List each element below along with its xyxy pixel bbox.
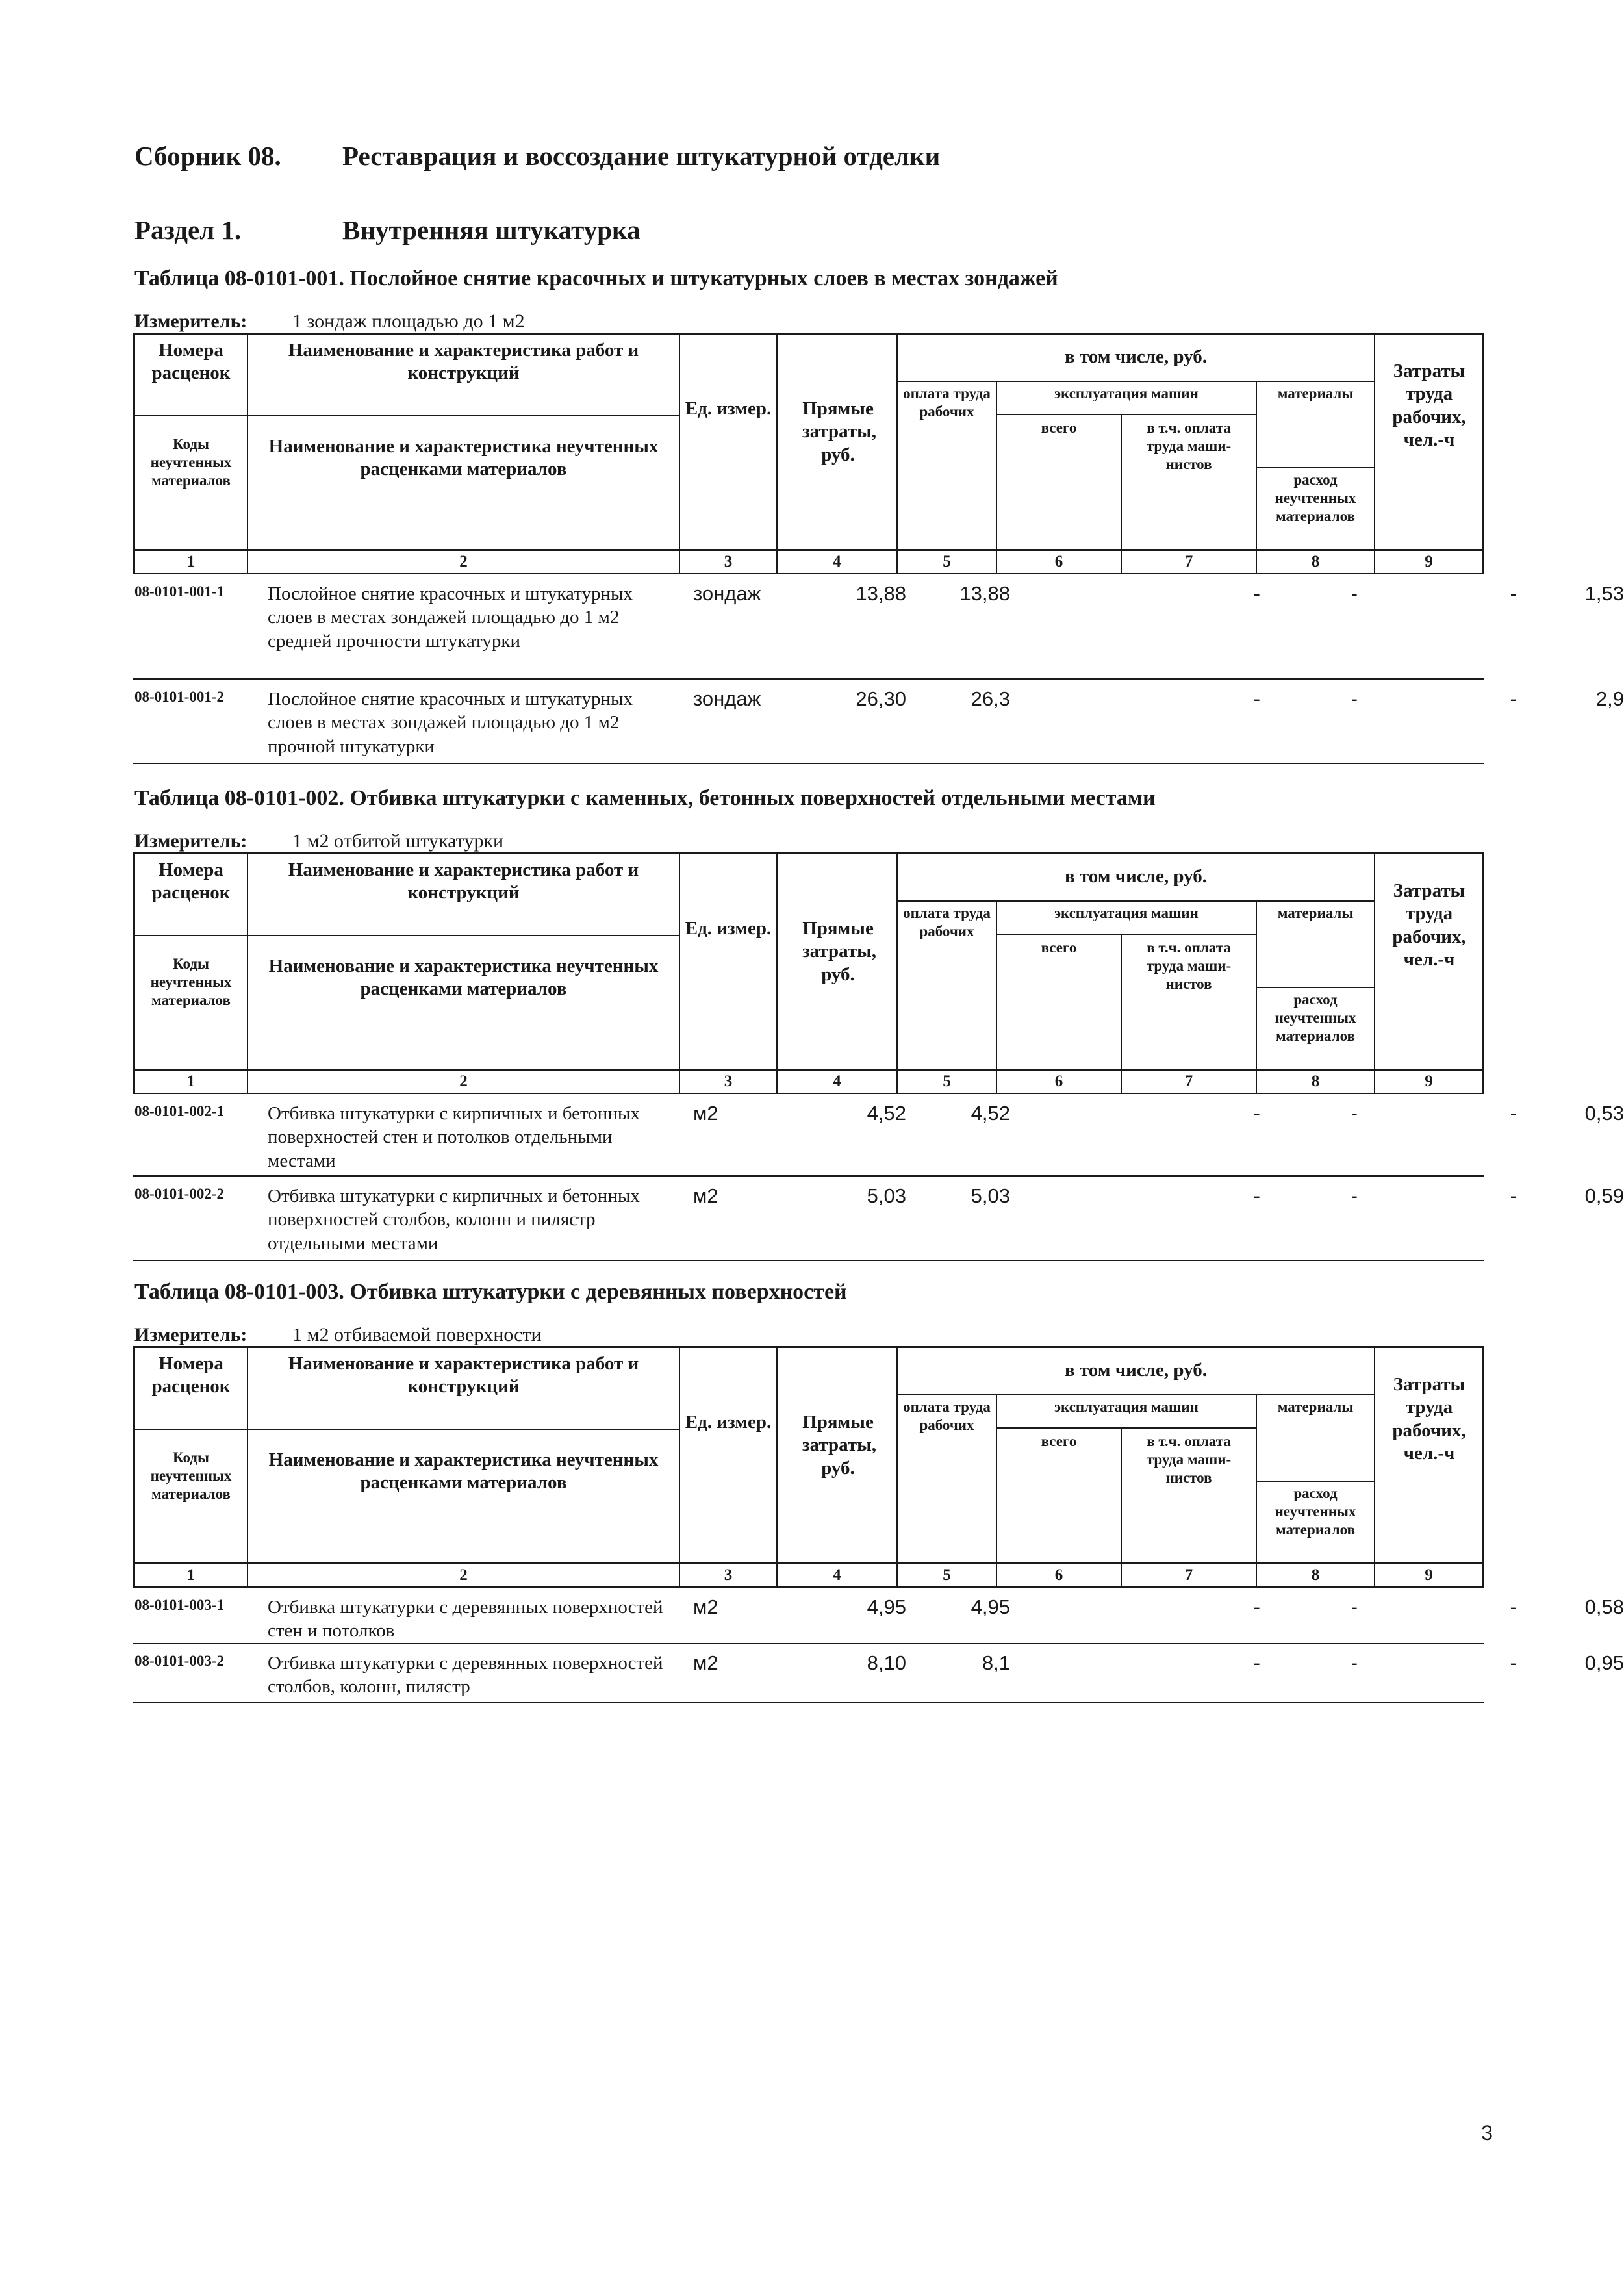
rate-code: 08-0101-001-2 — [134, 689, 224, 705]
rate-code: 08-0101-003-2 — [134, 1653, 224, 1669]
col-num-7: 7 — [1184, 1073, 1193, 1090]
table-2-title: Таблица 08-0101-002. Отбивка штукатурки с каменных, бетонных поверхностей отдельными местами — [134, 786, 1156, 810]
hdr-unaccounted-materials: расход неучтенных материалов — [1275, 1485, 1356, 1538]
hdr-unaccounted-materials: расход неучтенных материалов — [1275, 472, 1356, 525]
col-num-2: 2 — [459, 553, 468, 570]
col-num-1: 1 — [186, 553, 196, 570]
hdr-machines: эксплуатация машин — [1054, 1399, 1199, 1415]
table-3-measure-value: 1 м2 отбиваемой поверхности — [292, 1324, 542, 1345]
col-num-5: 5 — [943, 1566, 951, 1584]
labor-pay: 13,88 — [959, 582, 1010, 605]
machines-total: - — [1253, 1651, 1260, 1674]
hdr-rate-numbers: Номера расценок — [151, 1353, 231, 1397]
materials: - — [1510, 1596, 1517, 1618]
col-num-7: 7 — [1184, 1566, 1193, 1584]
rate-unit: м2 — [693, 1102, 718, 1125]
collection-title: Реставрация и воссоздание штукатурной отделки — [342, 141, 941, 171]
labor-pay: 8,1 — [982, 1651, 1010, 1674]
labor-hours: 0,95 — [1584, 1651, 1624, 1674]
hdr-rate-numbers: Номера расценок — [151, 340, 231, 384]
col-num-7: 7 — [1184, 553, 1193, 570]
hdr-material-name: Наименование и характеристика неучтенных расценками материалов — [268, 956, 659, 1000]
materials: - — [1510, 1184, 1517, 1207]
rate-description: Послойное снятие красочных и штукатурных слоев в местах зондажей площадью до 1 м2 прочной штукатурки — [268, 689, 633, 757]
col-num-6: 6 — [1054, 1566, 1063, 1584]
table-1-title: Таблица 08-0101-001. Послойное снятие красочных и штукатурных слоев в местах зондажей — [134, 266, 1058, 290]
col-num-5: 5 — [943, 1073, 951, 1090]
machinists-pay: - — [1351, 582, 1358, 605]
table-1-measure-value: 1 зондаж площадью до 1 м2 — [292, 311, 525, 332]
hdr-work-name: Наименование и характеристика работ и конструкций — [288, 1353, 639, 1397]
rate-code: 08-0101-003-1 — [134, 1597, 224, 1613]
collection-label: Сборник 08. — [134, 141, 281, 171]
hdr-machinists-pay: в т.ч. оплата труда маши-нистов — [1146, 939, 1232, 993]
labor-hours: 2,9 — [1595, 687, 1624, 710]
hdr-including: в том числе, руб. — [1065, 1360, 1207, 1381]
direct-costs: 8,10 — [867, 1651, 906, 1674]
labor-hours: 1,53 — [1584, 582, 1624, 605]
rate-unit: м2 — [693, 1184, 718, 1207]
machinists-pay: - — [1351, 1184, 1358, 1207]
col-num-6: 6 — [1054, 553, 1063, 570]
direct-costs: 26,30 — [856, 687, 906, 710]
hdr-materials: материалы — [1277, 385, 1354, 401]
labor-pay: 4,52 — [971, 1102, 1010, 1125]
col-num-3: 3 — [724, 1073, 733, 1090]
hdr-machinists-pay: в т.ч. оплата труда маши-нистов — [1146, 1433, 1232, 1486]
hdr-work-name: Наименование и характеристика работ и конструкций — [288, 859, 639, 904]
rate-code: 08-0101-002-2 — [134, 1186, 224, 1202]
col-num-6: 6 — [1054, 1073, 1063, 1090]
materials: - — [1510, 582, 1517, 605]
hdr-direct-costs: Прямые затраты, руб. — [802, 918, 877, 985]
rate-unit: м2 — [693, 1596, 718, 1618]
rate-unit: зондаж — [693, 687, 761, 710]
labor-pay: 26,3 — [971, 687, 1010, 710]
hdr-labor-pay: оплата труда рабочих — [903, 905, 991, 940]
hdr-material-codes: Коды неучтенных материалов — [150, 1449, 232, 1503]
labor-pay: 5,03 — [971, 1184, 1010, 1207]
machines-total: - — [1253, 1102, 1260, 1125]
hdr-machines-total: всего — [1041, 420, 1077, 436]
rate-description: Отбивка штукатурки с кирпичных и бетонных поверхностей стен и потолков отдельными местами — [268, 1103, 640, 1171]
labor-pay: 4,95 — [971, 1596, 1010, 1618]
col-num-4: 4 — [833, 1566, 841, 1584]
hdr-including: в том числе, руб. — [1065, 346, 1207, 367]
labor-hours: 0,53 — [1584, 1102, 1624, 1125]
machinists-pay: - — [1351, 1102, 1358, 1125]
section-label: Раздел 1. — [134, 215, 242, 245]
col-num-3: 3 — [724, 1566, 733, 1584]
materials: - — [1510, 687, 1517, 710]
direct-costs: 4,52 — [867, 1102, 906, 1125]
machines-total: - — [1253, 1184, 1260, 1207]
materials: - — [1510, 1102, 1517, 1125]
hdr-labor-hours: Затраты труда рабочих, чел.-ч — [1392, 361, 1466, 451]
col-num-5: 5 — [943, 553, 951, 570]
rate-unit: зондаж — [693, 582, 761, 605]
col-num-8: 8 — [1311, 553, 1320, 570]
col-num-8: 8 — [1311, 1566, 1320, 1584]
hdr-work-name: Наименование и характеристика работ и конструкций — [288, 340, 639, 384]
machines-total: - — [1253, 687, 1260, 710]
hdr-material-codes: Коды неучтенных материалов — [150, 436, 232, 489]
direct-costs: 13,88 — [856, 582, 906, 605]
table-2-measure-value: 1 м2 отбитой штукатурки — [292, 830, 504, 852]
col-num-3: 3 — [724, 553, 733, 570]
hdr-labor-pay: оплата труда рабочих — [903, 385, 991, 420]
table-3-measure-label: Измеритель: — [134, 1324, 247, 1345]
table-3-title: Таблица 08-0101-003. Отбивка штукатурки с деревянных поверхностей — [134, 1280, 847, 1304]
machinists-pay: - — [1351, 1596, 1358, 1618]
hdr-including: в том числе, руб. — [1065, 866, 1207, 887]
direct-costs: 5,03 — [867, 1184, 906, 1207]
page-number: 3 — [1481, 2121, 1493, 2145]
machines-total: - — [1253, 1596, 1260, 1618]
materials: - — [1510, 1651, 1517, 1674]
col-num-9: 9 — [1425, 1073, 1433, 1090]
labor-hours: 0,58 — [1584, 1596, 1624, 1618]
hdr-machines: эксплуатация машин — [1054, 905, 1199, 921]
table-2-measure-label: Измеритель: — [134, 830, 247, 852]
hdr-material-name: Наименование и характеристика неучтенных расценками материалов — [268, 1449, 659, 1494]
hdr-direct-costs: Прямые затраты, руб. — [802, 398, 877, 465]
rate-description: Отбивка штукатурки с деревянных поверхностей стен и потолков — [268, 1597, 663, 1642]
rate-unit: м2 — [693, 1651, 718, 1674]
hdr-unit: Ед. измер. — [685, 1412, 772, 1432]
hdr-material-name: Наименование и характеристика неучтенных расценками материалов — [268, 436, 659, 480]
rate-description: Послойное снятие красочных и штукатурных слоев в местах зондажей площадью до 1 м2 средней прочности штукатурки — [268, 583, 633, 652]
table-1 — [133, 333, 1624, 764]
hdr-labor-hours: Затраты труда рабочих, чел.-ч — [1392, 1374, 1466, 1464]
col-num-1: 1 — [186, 1073, 196, 1090]
hdr-labor-hours: Затраты труда рабочих, чел.-ч — [1392, 880, 1466, 971]
col-num-4: 4 — [833, 553, 841, 570]
hdr-direct-costs: Прямые затраты, руб. — [802, 1412, 877, 1479]
machinists-pay: - — [1351, 687, 1358, 710]
table-1-measure-label: Измеритель: — [134, 311, 247, 332]
hdr-rate-numbers: Номера расценок — [151, 859, 231, 904]
col-num-4: 4 — [833, 1073, 841, 1090]
col-num-8: 8 — [1311, 1073, 1320, 1090]
rate-code: 08-0101-002-1 — [134, 1103, 224, 1119]
hdr-machines-total: всего — [1041, 939, 1077, 956]
hdr-unit: Ед. измер. — [685, 918, 772, 939]
col-num-2: 2 — [459, 1073, 468, 1090]
machinists-pay: - — [1351, 1651, 1358, 1674]
col-num-9: 9 — [1425, 553, 1433, 570]
hdr-material-codes: Коды неучтенных материалов — [150, 956, 232, 1009]
hdr-materials: материалы — [1277, 1399, 1354, 1415]
rate-code: 08-0101-001-1 — [134, 583, 224, 600]
hdr-labor-pay: оплата труда рабочих — [903, 1399, 991, 1434]
rate-description: Отбивка штукатурки с кирпичных и бетонных поверхностей столбов, колонн и пилястр отдельными местами — [268, 1186, 640, 1254]
labor-hours: 0,59 — [1584, 1184, 1624, 1207]
col-num-9: 9 — [1425, 1566, 1433, 1584]
table-3 — [133, 1346, 1624, 1705]
col-num-1: 1 — [186, 1566, 196, 1584]
direct-costs: 4,95 — [867, 1596, 906, 1618]
hdr-unit: Ед. измер. — [685, 398, 772, 419]
hdr-unaccounted-materials: расход неучтенных материалов — [1275, 991, 1356, 1045]
rate-description: Отбивка штукатурки с деревянных поверхностей столбов, колонн, пилястр — [268, 1653, 663, 1698]
section-title: Внутренняя штукатурка — [342, 215, 641, 245]
hdr-machinists-pay: в т.ч. оплата труда маши-нистов — [1146, 420, 1232, 473]
hdr-materials: материалы — [1277, 905, 1354, 921]
hdr-machines-total: всего — [1041, 1433, 1077, 1449]
machines-total: - — [1253, 582, 1260, 605]
col-num-2: 2 — [459, 1566, 468, 1584]
hdr-machines: эксплуатация машин — [1054, 385, 1199, 401]
table-2 — [133, 852, 1624, 1262]
